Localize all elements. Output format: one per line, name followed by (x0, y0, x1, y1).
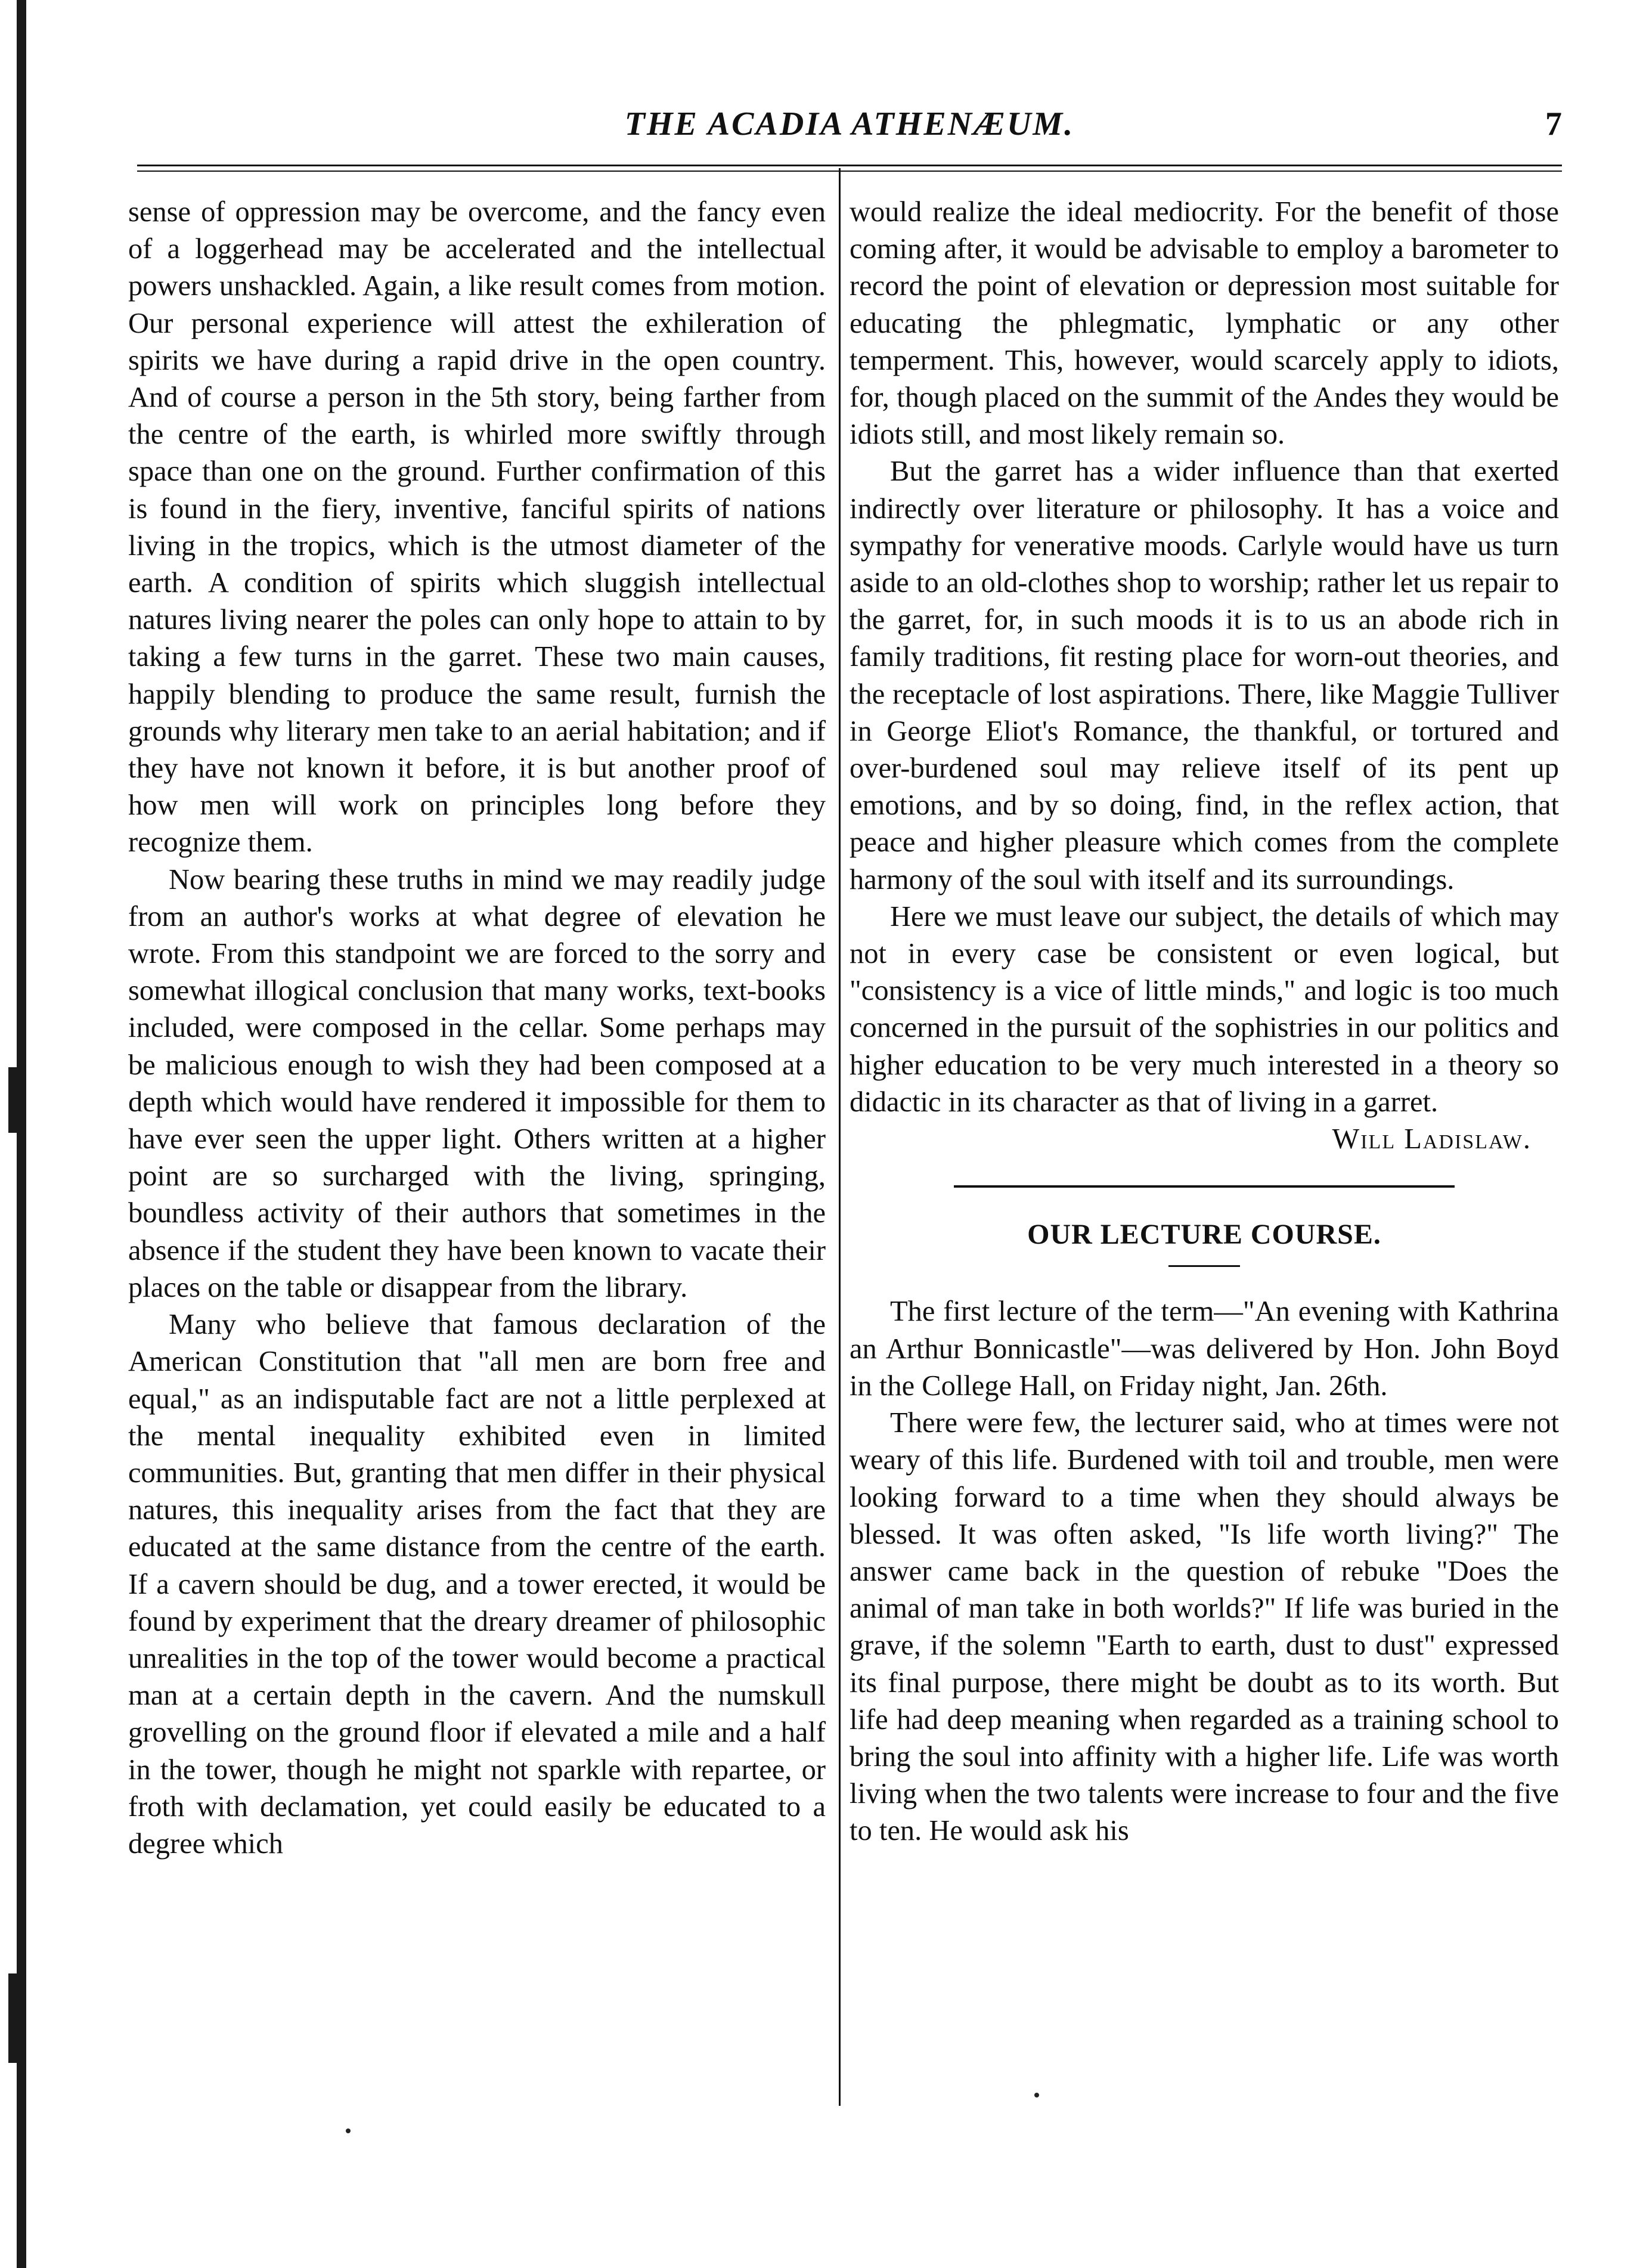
binding-mark (8, 1067, 17, 1133)
journal-title: THE ACADIA ATHENÆUM. (624, 106, 1075, 142)
column-divider (839, 168, 841, 2106)
body-paragraph: Here we must leave our subject, the details of which may not in every case be consistent or even logical, but "consistency is a vice of little minds," and logic is too much concerned in the pursuit of the sophistries in our politics and higher education to be very much interested in a theory so didactic in its character as that of living in a garret. (850, 900, 1559, 1118)
title-underline (1168, 1265, 1240, 1267)
page-number: 7 (1545, 106, 1562, 142)
print-speck (1034, 2093, 1039, 2097)
section-divider (954, 1185, 1455, 1188)
body-paragraph: Now bearing these truths in mind we may readily judge from an author's works at what degree of elevation he wrote. From this standpoint we are forced to the sorry and somewhat illogical conclusion that many works, text-books included, were composed in the cellar. Some perhaps may be malicious enough to wish they had been composed at a depth which would have rendered it impossible for them to have ever seen the upper light. Others written at a higher point are so surcharged with the living, springing, boundless activity of their authors that sometimes in the absence if the student they have been known to vacate their places on the table or disappear from the library. (128, 863, 826, 1303)
section-title: OUR LECTURE COURSE. (1027, 1219, 1381, 1251)
body-paragraph: But the garret has a wider influence than that exerted indirectly over literature or philosophy. It has a voice and sympathy for venerative moods. Carlyle would have us turn aside to an old-clothes shop to worship; rather let us repair to the garret, for, in such moods it is to us an abode rich in family traditions, fit resting place for worn-out theories, and the receptacle of lost aspirations. There, like Maggie Tulliver in George Eliot's Romance, the thankful, or tortured and over-burdened soul may relieve itself of its pent up emotions, and by so doing, find, in the reflex action, that peace and higher pleasure which comes from the complete harmony of the soul with itself and its surroundings. (850, 456, 1559, 896)
running-head (137, 105, 1562, 153)
header-rule (137, 171, 1562, 172)
header-rule (137, 165, 1562, 166)
binding-mark (8, 1973, 17, 2063)
lecture-paragraph: There were few, the lecturer said, who at times were not weary of this life. Burdened with toil and trouble, men were looking forward to a time when they should always be blessed. It was often asked, "Is life worth living?" The answer came back in the question of rebuke "Does the animal of man take in both worlds?" If life was buried in the grave, if the solemn "Earth to earth, dust to dust" expressed its final purpose, there might be doubt as to its worth. But life had deep meaning when regarded as a training school to bring the soul into affinity with a higher life. Life was worth living when the two talents were increase to four and the five to ten. He would ask his (850, 1407, 1559, 1847)
print-speck (346, 2128, 351, 2133)
right-column (850, 194, 1559, 1850)
body-paragraph: would realize the ideal mediocrity. For the benefit of those coming after, it would be advisable to employ a barometer to record the point of elevation or depression most suitable for educating the phlegmatic, lymphatic or any other temperment. This, however, would scarcely apply to idiots, for, though placed on the summit of the Andes they would be idiots still, and most likely remain so. (850, 196, 1559, 451)
author-signature: Will Ladislaw. (1332, 1123, 1532, 1155)
body-paragraph: sense of oppression may be overcome, and the fancy even of a loggerhead may be accelerated and the intellectual powers unshackled. Again, a like result comes from motion. Our personal experience will attest the exhileration of spirits we have during a rapid drive in the open country. And of course a person in the 5th story, being farther from the centre of the earth, is whirled more swiftly through space than one on the ground. Further confirmation of this is found in the fiery, inventive, fanciful spirits of nations living in the tropics, which is the utmost diameter of the earth. A condition of spirits which sluggish intellectual natures living nearer the poles can only hope to attain to by taking a few turns in the garret. These two main causes, happily blending to produce the same result, furnish the grounds why literary men take to an aerial habitation; and if they have not known it before, it is but another proof of how men will work on principles long before they recognize them. (128, 196, 826, 859)
body-paragraph: Many who believe that famous declaration of the American Constitution that "all men are born free and equal," as an indisputable fact are not a little perplexed at the mental inequality exhibited even in limited communities. But, granting that men differ in their physical natures, this inequality arises from the fact that they are educated at the same distance from the centre of the earth. If a cavern should be dug, and a tower erected, it would be found by experiment that the dreary dreamer of philosophic unrealities in the top of the tower would become a practical man at a certain depth in the cavern. And the numskull grovelling on the ground floor if elevated a mile and a half in the tower, though he might not sparkle with repartee, or froth with declamation, yet could easily be educated to a degree which (128, 1309, 826, 1860)
binding-edge (17, 0, 26, 2268)
lecture-paragraph: The first lecture of the term—"An evening with Kathrina an Arthur Bonnicastle"—was delivered by Hon. John Boyd in the College Hall, on Friday night, Jan. 26th. (850, 1296, 1559, 1402)
left-column (128, 194, 826, 1863)
